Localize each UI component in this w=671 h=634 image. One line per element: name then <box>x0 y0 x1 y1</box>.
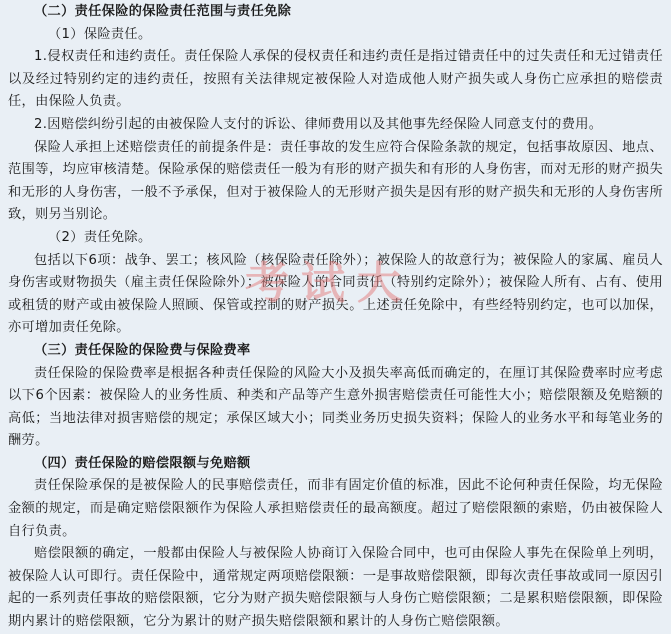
watermark-logo: 考试大 <box>245 258 413 309</box>
subheading-exclusion: （2）责任免除。 <box>48 229 152 245</box>
paragraph-litigation-costs: 2.因赔偿纠纷引起的由被保险人支付的诉讼、律师费用以及其他事先经保险人同意支付的费用。 <box>34 116 603 132</box>
paragraph-limit-intro: 责任保险承保的是被保险人的民事赔偿责任，而非有固定价值的标准，因此不论何种责任保险，均无保险金额的规定，而是确定赔偿限额作为保险人承担赔偿责任的最高额度。超过了赔偿限额的索赔，仍由被保险人自行负责。 <box>8 478 663 539</box>
paragraph-limit-types: 赔偿限额的确定，一般都由保险人与被保险人协商订入保险合同中，也可由保险人事先在保险单上列明，被保险人认可即行。责任保险中，通常规定两项赔偿限额：一是事故赔偿限额，即每次责任事故或同一原因引起的一系列责任事故的赔偿限额，它分为财产损失赔偿限额与人身伤亡赔偿限额；二是累积赔偿限额，即保险期内累计的赔偿限额，它分为累计的财产损失赔偿限额和累计的人身伤亡赔偿限额。 <box>8 546 663 630</box>
paragraph-premium-rate: 责任保险的保险费率是根据各种责任保险的风险大小及损失率高低而确定的，在厘订其保险费率时应考虑以下6个因素：被保险人的业务性质、种类和产品等产生意外损害赔偿责任可能性大小；赔偿限额及免赔额的高低；当地法律对损害赔偿的规定；承保区域大小；同类业务历史损失资料；保险人的业务水平和每笔业务的酬劳。 <box>8 365 663 449</box>
paragraph-exclusion: 包括以下6项：战争、罢工；核风险（核保险责任除外）；被保险人的故意行为；被保险人的家属、雇员人身伤害或财物损失（雇主责任保险除外）；被保险人的合同责任（特别约定除外）；被保险人所有、占有、使用或租赁的财产或由被保险人照顾、保管或控制的财产损失。上述责任免除中，有些经特别约定，也可以加保，亦可增加责任免除。 <box>8 252 663 336</box>
section-heading-premium: （三）责任保险的保险费与保险费率 <box>34 342 251 358</box>
subheading-liability: （1）保险责任。 <box>48 26 152 42</box>
paragraph-premise: 保险人承担上述赔偿责任的前提条件是：责任事故的发生应符合保险条款的规定，包括事故原因、地点、范围等，均应审核清楚。保险承保的赔偿责任一般为有形的财产损失和有形的人身伤害，而对无形的财产损失和无形的人身伤害，一般不予承保，但对于被保险人的无形财产损失是因有形的财产损失和无形的人身伤害所致，则另当别论。 <box>8 139 663 223</box>
section-heading-limits: （四）责任保险的赔偿限额与免赔额 <box>34 455 251 471</box>
section-heading-scope: （二）责任保险的保险责任范围与责任免除 <box>34 4 292 19</box>
paragraph-tort-contract: 1.侵权责任和违约责任。责任保险人承保的侵权责任和违约责任是指过错责任中的过失责任和无过错责任以及经过特别约定的违约责任，按照有关法律规定被保险人对造成他人财产损失或人身伤亡应承担的赔偿责任，由保险人负责。 <box>8 49 663 110</box>
